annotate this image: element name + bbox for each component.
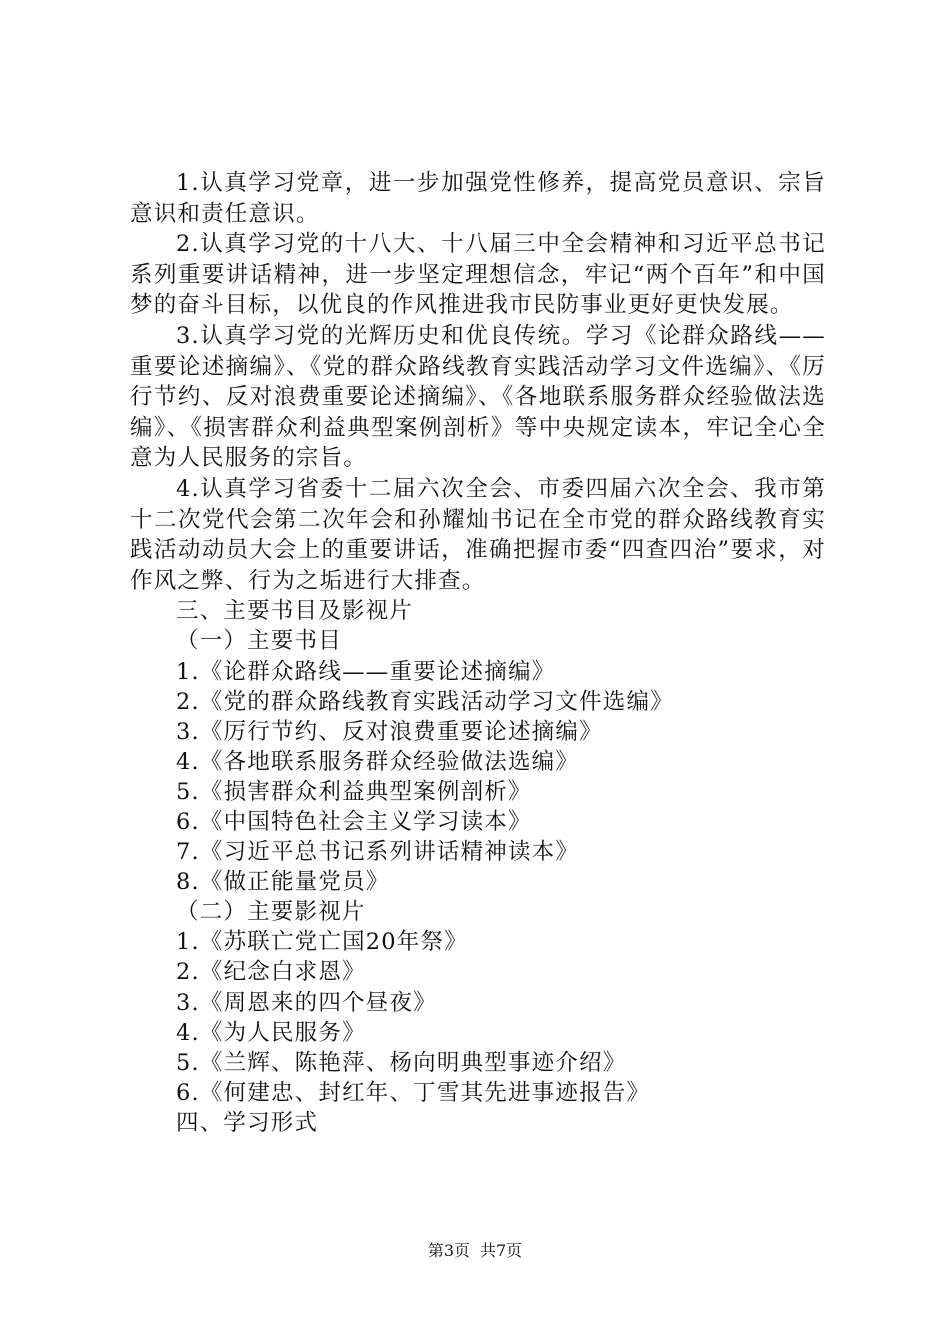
film-item: 1.《苏联亡党亡国20年祭》 bbox=[176, 929, 468, 956]
book-item: 4.《各地联系服务群众经验做法选编》 bbox=[176, 748, 580, 775]
paragraph-study-party-history: 3.认真学习党的光辉历史和优良传统。学习《论群众路线——重要论述摘编》、《党的群众路线教育实践活动学习文件选编》、《厉行节约、反对浪费重要论述摘编》、《各地联系服务群众经验做法选编》、《损害群众利益典型案例剖析》等中央规定读本，牢记全心全意为人民服务的宗旨。 bbox=[130, 322, 826, 472]
book-list bbox=[130, 657, 826, 898]
paragraph-study-provincial-sessions: 4.认真学习省委十二届六次全会、市委四届六次全会、我市第十二次党代会第二次年会和孙耀灿书记在全市党的群众路线教育实践活动动员大会上的重要讲话，准确把握市委“四查四治”要求，对作风之弊、行为之垢进行大排查。 bbox=[130, 475, 826, 594]
section-heading-books-and-films: 三、主要书目及影视片 bbox=[176, 598, 414, 625]
film-item: 3.《周恩来的四个昼夜》 bbox=[176, 989, 437, 1016]
subheading-main-books: （一）主要书目 bbox=[176, 628, 342, 655]
book-item: 2.《党的群众路线教育实践活动学习文件选编》 bbox=[176, 688, 674, 715]
subheading-main-films: （二）主要影视片 bbox=[176, 899, 366, 926]
film-item: 4.《为人民服务》 bbox=[176, 1019, 366, 1046]
book-item: 1.《论群众路线——重要论述摘编》 bbox=[176, 658, 556, 685]
book-item: 8.《做正能量党员》 bbox=[176, 869, 390, 896]
section-heading-study-format: 四、学习形式 bbox=[176, 1109, 319, 1136]
film-item: 6.《何建忠、封红年、丁雪其先进事迹报告》 bbox=[176, 1079, 651, 1106]
page-number-current: 第3页 bbox=[427, 1241, 470, 1260]
paragraph-study-party-constitution: 1.认真学习党章，进一步加强党性修养，提高党员意识、宗旨意识和责任意识。 bbox=[130, 170, 826, 227]
film-item: 2.《纪念白求恩》 bbox=[176, 959, 366, 986]
book-item: 7.《习近平总书记系列讲话精神读本》 bbox=[176, 839, 580, 866]
paragraph-study-eighteenth-congress: 2.认真学习党的十八大、十八届三中全会精神和习近平总书记系列重要讲话精神，进一步坚定理想信念，牢记“两个百年”和中国梦的奋斗目标，以优良的作风推进我市民防事业更好更快发展。 bbox=[130, 231, 826, 319]
book-item: 5.《损害群众利益典型案例剖析》 bbox=[176, 778, 532, 805]
film-list bbox=[130, 927, 826, 1108]
book-item: 3.《厉行节约、反对浪费重要论述摘编》 bbox=[176, 718, 603, 745]
document-body bbox=[130, 168, 826, 1138]
film-item: 5.《兰辉、陈艳萍、杨向明典型事迹介绍》 bbox=[176, 1049, 627, 1076]
book-item: 6.《中国特色社会主义学习读本》 bbox=[176, 808, 532, 835]
page-number-total: 共7页 bbox=[480, 1241, 523, 1260]
page-footer bbox=[0, 1241, 950, 1261]
